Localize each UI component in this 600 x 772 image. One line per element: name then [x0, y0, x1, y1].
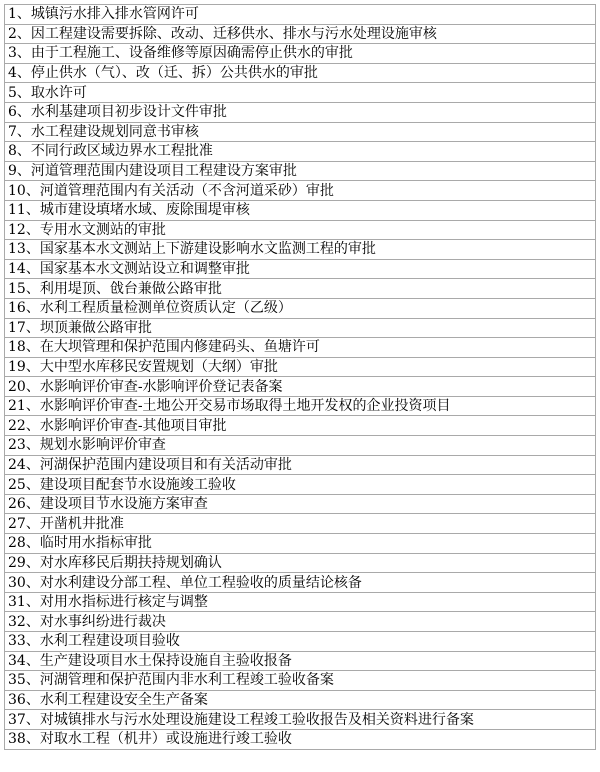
table-row: [5, 514, 596, 534]
item-cell: 25、建设项目配套节水设施竣工验收: [5, 475, 596, 495]
item-cell: 32、对水事纠纷进行裁决: [5, 612, 596, 632]
item-cell: 18、在大坝管理和保护范围内修建码头、鱼塘许可: [5, 338, 596, 358]
table-row: [5, 83, 596, 103]
item-cell: 1、城镇污水排入排水管网许可: [5, 5, 596, 25]
table-row: [5, 338, 596, 358]
table-row: [5, 259, 596, 279]
item-cell: 38、对取水工程（机井）或设施进行竣工验收: [5, 729, 596, 749]
table-row: [5, 63, 596, 83]
item-cell: 15、利用堤顶、戗台兼做公路审批: [5, 279, 596, 299]
item-cell: 31、对用水指标进行核定与调整: [5, 592, 596, 612]
item-cell: 22、水影响评价审查-其他项目审批: [5, 416, 596, 436]
item-cell: 33、水利工程建设项目验收: [5, 632, 596, 652]
table-row: [5, 612, 596, 632]
table-row: [5, 24, 596, 44]
table-row: [5, 455, 596, 475]
table-row: [5, 44, 596, 64]
item-cell: 28、临时用水指标审批: [5, 534, 596, 554]
item-cell: 19、大中型水库移民安置规划（大纲）审批: [5, 357, 596, 377]
item-cell: 14、国家基本水文测站设立和调整审批: [5, 259, 596, 279]
item-cell: 3、由于工程施工、设备维修等原因确需停止供水的审批: [5, 44, 596, 64]
table-row: [5, 632, 596, 652]
item-cell: 30、对水利建设分部工程、单位工程验收的质量结论核备: [5, 573, 596, 593]
table-row: [5, 200, 596, 220]
table-row: [5, 220, 596, 240]
approval-items-table: [4, 4, 596, 750]
table-row: [5, 534, 596, 554]
item-cell: 2、因工程建设需要拆除、改动、迁移供水、排水与污水处理设施审核: [5, 24, 596, 44]
table-row: [5, 592, 596, 612]
table-row: [5, 690, 596, 710]
item-cell: 12、专用水文测站的审批: [5, 220, 596, 240]
table-row: [5, 416, 596, 436]
table-row: [5, 122, 596, 142]
table-row: [5, 318, 596, 338]
item-cell: 7、水工程建设规划同意书审核: [5, 122, 596, 142]
item-cell: 24、河湖保护范围内建设项目和有关活动审批: [5, 455, 596, 475]
item-cell: 35、河湖管理和保护范围内非水利工程竣工验收备案: [5, 671, 596, 691]
item-cell: 8、不同行政区域边界水工程批准: [5, 142, 596, 162]
table-row: [5, 357, 596, 377]
table-row: [5, 651, 596, 671]
table-row: [5, 729, 596, 749]
table-row: [5, 671, 596, 691]
item-cell: 29、对水库移民后期扶持规划确认: [5, 553, 596, 573]
table-row: [5, 475, 596, 495]
approval-items-body: [5, 5, 596, 750]
table-row: [5, 102, 596, 122]
table-row: [5, 377, 596, 397]
item-cell: 4、停止供水（气）、改（迁、拆）公共供水的审批: [5, 63, 596, 83]
item-cell: 6、水利基建项目初步设计文件审批: [5, 102, 596, 122]
table-row: [5, 142, 596, 162]
item-cell: 20、水影响评价审查-水影响评价登记表备案: [5, 377, 596, 397]
item-cell: 5、取水许可: [5, 83, 596, 103]
item-cell: 13、国家基本水文测站上下游建设影响水文监测工程的审批: [5, 240, 596, 260]
item-cell: 36、水利工程建设安全生产备案: [5, 690, 596, 710]
table-row: [5, 436, 596, 456]
table-row: [5, 396, 596, 416]
item-cell: 23、规划水影响评价审查: [5, 436, 596, 456]
table-row: [5, 5, 596, 25]
table-row: [5, 279, 596, 299]
table-row: [5, 181, 596, 201]
item-cell: 17、坝顶兼做公路审批: [5, 318, 596, 338]
table-row: [5, 710, 596, 730]
item-cell: 37、对城镇排水与污水处理设施建设工程竣工验收报告及相关资料进行备案: [5, 710, 596, 730]
table-row: [5, 573, 596, 593]
table-row: [5, 240, 596, 260]
item-cell: 11、城市建设填堵水域、废除围堤审核: [5, 200, 596, 220]
item-cell: 34、生产建设项目水土保持设施自主验收报备: [5, 651, 596, 671]
table-row: [5, 161, 596, 181]
table-row: [5, 553, 596, 573]
table-row: [5, 494, 596, 514]
table-row: [5, 298, 596, 318]
item-cell: 27、开凿机井批准: [5, 514, 596, 534]
item-cell: 10、河道管理范围内有关活动（不含河道采砂）审批: [5, 181, 596, 201]
item-cell: 21、水影响评价审查-土地公开交易市场取得土地开发权的企业投资项目: [5, 396, 596, 416]
item-cell: 9、河道管理范围内建设项目工程建设方案审批: [5, 161, 596, 181]
item-cell: 16、水利工程质量检测单位资质认定（乙级）: [5, 298, 596, 318]
item-cell: 26、建设项目节水设施方案审查: [5, 494, 596, 514]
